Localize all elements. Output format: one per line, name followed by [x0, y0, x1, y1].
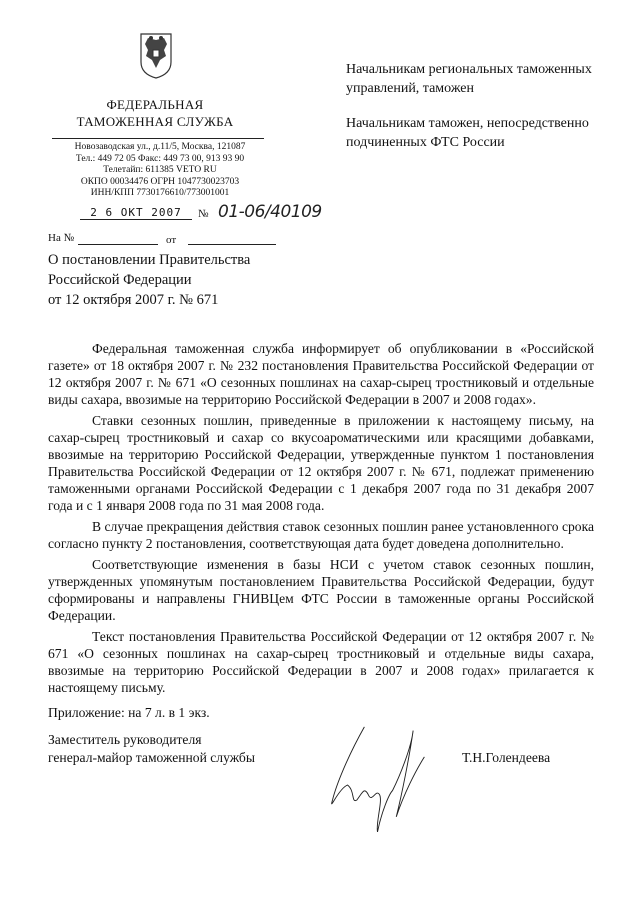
number-label: №	[198, 208, 209, 220]
organization-name	[40, 96, 270, 130]
addressee-line: Начальникам региональных таможенных управлений, таможен	[346, 62, 592, 96]
signer-block	[48, 731, 594, 861]
org-contacts	[40, 142, 280, 200]
org-line-2: ТАМОЖЕННАЯ СЛУЖБА	[76, 114, 234, 129]
teletype-line: Телетайп: 611385 VETO RU	[103, 165, 217, 175]
signer-name: Т.Н.Голендеева	[462, 750, 551, 765]
body-paragraph: Текст постановления Правительства Российской Федерации от 12 октября 2007 г. № 671 «О сезонных пошлинах на сахар-сырец тростниковый и отдельные виды сахара, ввозимые на территорию Российской Федерации в 2007 и 2008 годах» прилагается к настоящему письму.	[48, 629, 594, 695]
letter-subject	[48, 250, 308, 310]
registration-line	[48, 202, 322, 224]
addressee-line: Начальникам таможен, непосредственно подчиненных ФТС России	[346, 116, 589, 150]
addressee-block	[346, 60, 606, 168]
subject-line: от 12 октября 2007 г. № 671	[48, 292, 219, 308]
subject-line: О постановлении Правительства	[48, 252, 251, 268]
letter-content	[48, 340, 594, 861]
address-line: Новозаводская ул., д.11/5, Москва, 121087	[74, 142, 246, 152]
body-paragraph: Соответствующие изменения в базы НСИ с учетом ставок сезонных пошлин, утвержденных упомянутым постановлением Правительства Российской Федерации, будут сформированы и направлены ГНИВЦем ФТС России в таможенные органы Российской Федерации.	[48, 557, 594, 623]
ref-date-blank	[188, 244, 276, 245]
registration-date-stamp: 2 6 ОКТ 2007	[80, 206, 192, 220]
org-line-1: ФЕДЕРАЛЬНАЯ	[106, 97, 204, 112]
reference-line	[48, 232, 278, 246]
body-paragraph: Ставки сезонных пошлин, приведенные в приложении к настоящему письму, на сахар-сырец тростниковый и сахар со вкусоароматическими или красящими добавками, ввозимые на территорию Российской Федерации, утвержденные пунктом 1 постановления Правительства Российской Федерации от 12 октября 2007 г. № 671, подлежат применению таможенными органами Российской Федерации с 1 декабря 2007 года по 31 декабря 2007 года и с 1 января 2008 года по 31 мая 2008 года.	[48, 413, 594, 513]
ref-label: На №	[48, 232, 75, 244]
handwritten-signature	[310, 715, 460, 855]
inn-line: ИНН/КПП 7730176610/773001001	[90, 188, 230, 198]
letter-body	[48, 340, 594, 696]
registration-number: 01-06/40109	[218, 202, 322, 222]
ref-from-label: от	[166, 234, 177, 246]
coat-of-arms-emblem	[138, 30, 174, 80]
body-paragraph: В случае прекращения действия ставок сезонных пошлин ранее установленного срока согласно пункту 2 постановления, соответствующая дата будет доведена дополнительно.	[48, 519, 594, 551]
attachment-note: Приложение: на 7 л. в 1 экз.	[48, 705, 210, 720]
body-paragraph: Федеральная таможенная служба информирует об опубликовании в «Российской газете» от 18 октября 2007 г. № 232 постановления Правительства Российской Федерации от 12 октября 2007 г. № 671 «О сезонных пошлинах на сахар-сырец тростниковый и отдельные виды сахара, ввозимые на территорию Российской Федерации в 2007 и 2008 годах».	[48, 341, 594, 407]
signer-position-line: генерал-майор таможенной службы	[48, 750, 255, 765]
phone-line: Тел.: 449 72 05 Факс: 449 73 00, 913 93 90	[75, 153, 245, 164]
subject-line: Российской Федерации	[48, 272, 192, 288]
letterhead-divider	[52, 138, 264, 139]
signer-position-line: Заместитель руководителя	[48, 732, 202, 747]
okpo-line: ОКПО 00034476 ОГРН 1047730023703	[80, 176, 240, 187]
ref-number-blank	[78, 244, 158, 245]
